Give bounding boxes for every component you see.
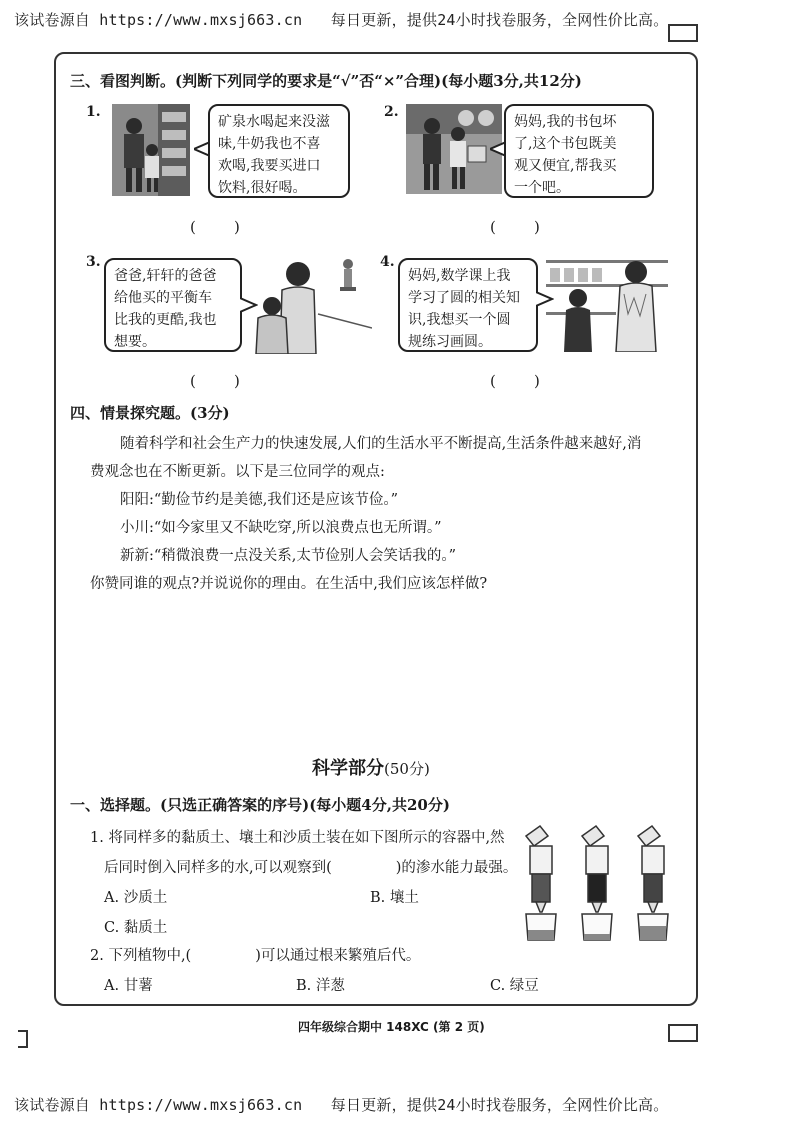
section3-title: 三、看图判断。(判断下列同学的要求是“√”否“×”合理)(每小题3分,共12分) [70,72,582,90]
science-heading [312,754,430,780]
science-score: (50分) [384,760,430,778]
item1-speech-bubble: 矿泉水喝起来没滋 味,牛奶我也不喜 欢喝,我要买进口 饮料,很好喝。 [208,104,350,198]
watermark-source: 该试卷源自 [14,11,91,29]
item2-illustration [406,104,502,194]
corner-box-top [668,24,698,42]
corner-box-bottom [668,1024,698,1042]
item4-illustration [546,254,668,352]
section4-paragraph-line2: 费观念也在不断更新。以下是三位同学的观点: [90,464,385,480]
item4-speech-bubble: 妈妈,数学课上我 学习了圆的相关知 识,我想买一个圆 规练习画圆。 [398,258,538,352]
item4-answer-blank[interactable]: ( ) [490,372,540,390]
q2-line-end: )可以通过根来繁殖后代。 [255,948,421,964]
section4-title: 四、情景探究题。(3分) [70,404,230,422]
q1-option-a[interactable]: A. 沙质土 [104,890,168,906]
item1-answer-blank[interactable]: ( ) [190,218,240,236]
q1-line2-start: 后同时倒入同样多的水,可以观察到( [104,860,332,876]
choice-section-title: 一、选择题。(只选正确答案的序号)(每小题4分,共20分) [70,796,450,814]
item3-answer-blank[interactable]: ( ) [190,372,240,390]
watermark-service: 每日更新，提供24小时找卷服务，全网性价比高。 [330,11,669,29]
q1-option-c[interactable]: C. 黏质土 [104,920,168,936]
item1-illustration [112,104,190,196]
quote-xiaochuan: 小川:“如今家里又不缺吃穿,所以浪费点也无所谓。” [120,520,442,536]
q1-line1: 1. 将同样多的黏质土、壤土和沙质土装在如下图所示的容器中,然 [90,830,505,846]
item1-number: 1. [86,104,101,120]
watermark-url-bottom[interactable]: https://www.mxsj663.cn [99,1096,303,1114]
item2-answer-blank[interactable]: ( ) [490,218,540,236]
item2-number: 2. [384,104,399,120]
q2-option-b[interactable]: B. 洋葱 [296,978,345,994]
section4-paragraph-line1: 随着科学和社会生产力的快速发展,人们的生活水平不断提高,生活条件越来越好,消 [120,436,642,452]
q2-option-a[interactable]: A. 甘薯 [104,978,153,994]
q1-line2 [104,856,517,877]
q1-option-b[interactable]: B. 壤土 [370,890,419,906]
item3-speech-bubble: 爸爸,轩轩的爸爸 给他买的平衡车 比我的更酷,我也 想要。 [104,258,242,352]
section4-question: 你赞同谁的观点?并说说你的理由。在生活中,我们应该怎样做? [90,576,488,592]
watermark-service-bottom: 每日更新，提供24小时找卷服务，全网性价比高。 [330,1096,669,1114]
q2-line [90,944,420,965]
q1-line2-end: )的渗水能力最强。 [395,860,518,876]
q2-line-start: 2. 下列植物中,( [90,948,192,964]
left-edge-mark [18,1030,28,1048]
watermark-source-bottom: 该试卷源自 [14,1096,91,1114]
watermark-url[interactable]: https://www.mxsj663.cn [99,11,303,29]
top-watermark [14,9,668,30]
item2-speech-bubble: 妈妈,我的书包坏 了,这个书包既美 观又便宜,帮我买 一个吧。 [504,104,654,198]
science-title: 科学部分 [312,758,384,779]
page-footer: 四年级综合期中 148XC (第 2 页) [298,1020,485,1034]
q2-option-c[interactable]: C. 绿豆 [490,978,539,994]
item3-number: 3. [86,254,101,270]
bottom-watermark [14,1094,668,1115]
answer-area[interactable] [90,600,650,740]
item4-number: 4. [380,254,395,270]
item3-illustration [248,254,372,354]
quote-yangyang: 阳阳:“勤俭节约是美德,我们还是应该节俭。” [120,492,399,508]
soil-experiment-illustration [522,822,688,944]
quote-xinxin: 新新:“稍微浪费一点没关系,太节俭别人会笑话我的。” [120,548,457,564]
